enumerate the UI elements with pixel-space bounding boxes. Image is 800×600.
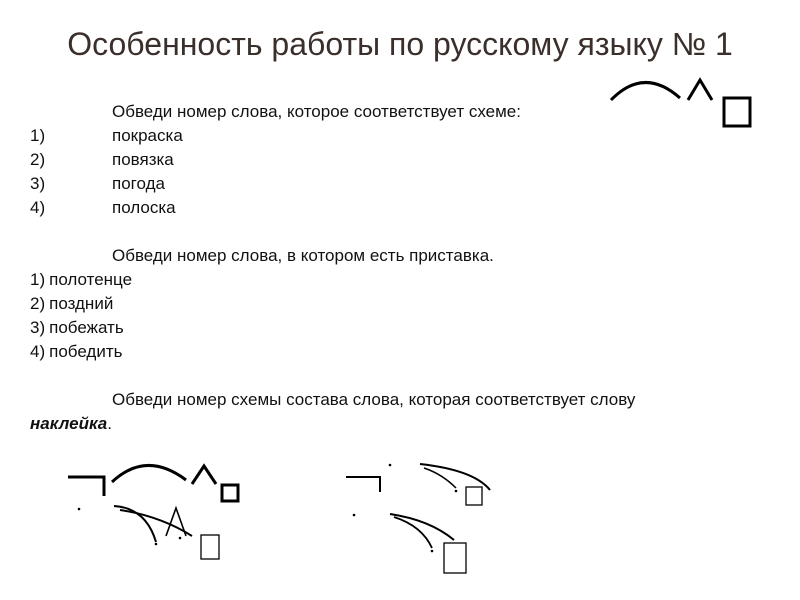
option-number: 3) bbox=[30, 318, 46, 337]
list-item bbox=[30, 148, 770, 172]
task3-prompt: Обведи номер схемы состава слова, которая соответствует слову bbox=[112, 390, 636, 409]
root-suffix-ending-scheme-icon bbox=[608, 74, 758, 130]
list-item bbox=[30, 340, 770, 364]
task1-prompt: Обведи номер слова, которое соответствует схеме: bbox=[112, 102, 521, 121]
list-item bbox=[30, 172, 770, 196]
task3-word-line bbox=[30, 412, 770, 436]
option-word: полотенце bbox=[49, 270, 133, 289]
option-number: 2) bbox=[30, 294, 46, 313]
list-item bbox=[30, 292, 770, 316]
task3-word: наклейка bbox=[30, 414, 108, 433]
option-number: 2) bbox=[30, 150, 46, 169]
curved-lines-scheme-icon bbox=[346, 508, 486, 578]
prefix-ending-scheme-icon bbox=[344, 458, 504, 512]
list-item bbox=[30, 124, 770, 148]
task1-options bbox=[30, 124, 770, 220]
option-word: полоска bbox=[112, 198, 176, 217]
list-item bbox=[30, 316, 770, 340]
option-number: 4) bbox=[30, 198, 46, 217]
option-word: повязка bbox=[112, 150, 174, 169]
list-item bbox=[30, 268, 770, 292]
option-word: погода bbox=[112, 174, 165, 193]
option-number: 3) bbox=[30, 174, 46, 193]
option-word: поздний bbox=[49, 294, 114, 313]
task3-word-suffix: . bbox=[107, 414, 112, 433]
option-number: 1) bbox=[30, 270, 46, 289]
list-item bbox=[30, 196, 770, 220]
option-number: 4) bbox=[30, 342, 46, 361]
option-number: 1) bbox=[30, 126, 46, 145]
option-word: побежать bbox=[49, 318, 124, 337]
task2-options bbox=[30, 268, 770, 364]
task2-prompt: Обведи номер слова, в котором есть приставка. bbox=[112, 246, 494, 265]
option-word: победить bbox=[49, 342, 123, 361]
curved-lines-scheme-icon bbox=[70, 498, 230, 568]
option-word: покраска bbox=[112, 126, 183, 145]
page-title: Особенность работы по русскому языку № 1 bbox=[67, 26, 733, 62]
